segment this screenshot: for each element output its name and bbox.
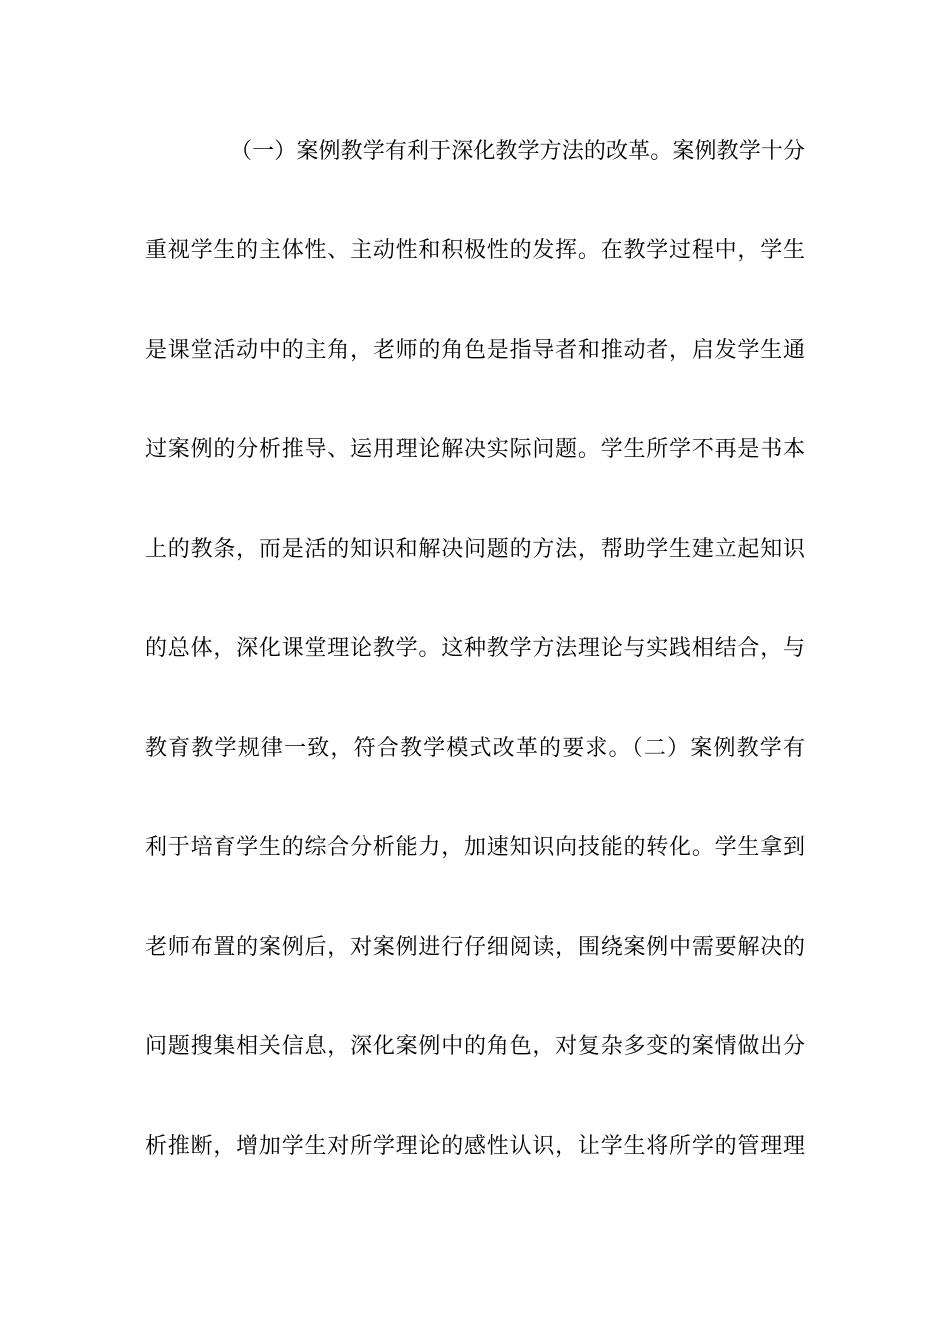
paragraph-line-5: 上的教条，而是活的知识和解决问题的方法，帮助学生建立起知识 — [145, 537, 805, 562]
paragraph-line-11: 析推断，增加学生对所学理论的感性认识，让学生将所学的管理理 — [145, 1134, 805, 1159]
paragraph-line-9: 老师布置的案例后，对案例进行仔细阅读，围绕案例中需要解决的 — [145, 935, 805, 960]
paragraph-line-7: 教育教学规律一致，符合教学模式改革的要求。（二）案例教学有 — [145, 736, 805, 761]
paragraph-line-1: （一）案例教学有利于深化教学方法的改革。案例教学十分 — [230, 139, 805, 164]
paragraph-line-10: 问题搜集相关信息，深化案例中的角色，对复杂多变的案情做出分 — [145, 1034, 805, 1059]
paragraph-line-8: 利于培育学生的综合分析能力，加速知识向技能的转化。学生拿到 — [145, 835, 805, 860]
paragraph-line-4: 过案例的分析推导、运用理论解决实际问题。学生所学不再是书本 — [145, 437, 805, 462]
paragraph-line-2: 重视学生的主体性、主动性和积极性的发挥。在教学过程中，学生 — [145, 238, 805, 263]
paragraph-line-3: 是课堂活动中的主角，老师的角色是指导者和推动者，启发学生通 — [145, 338, 805, 363]
paragraph-line-6: 的总体，深化课堂理论教学。这种教学方法理论与实践相结合，与 — [145, 636, 805, 661]
